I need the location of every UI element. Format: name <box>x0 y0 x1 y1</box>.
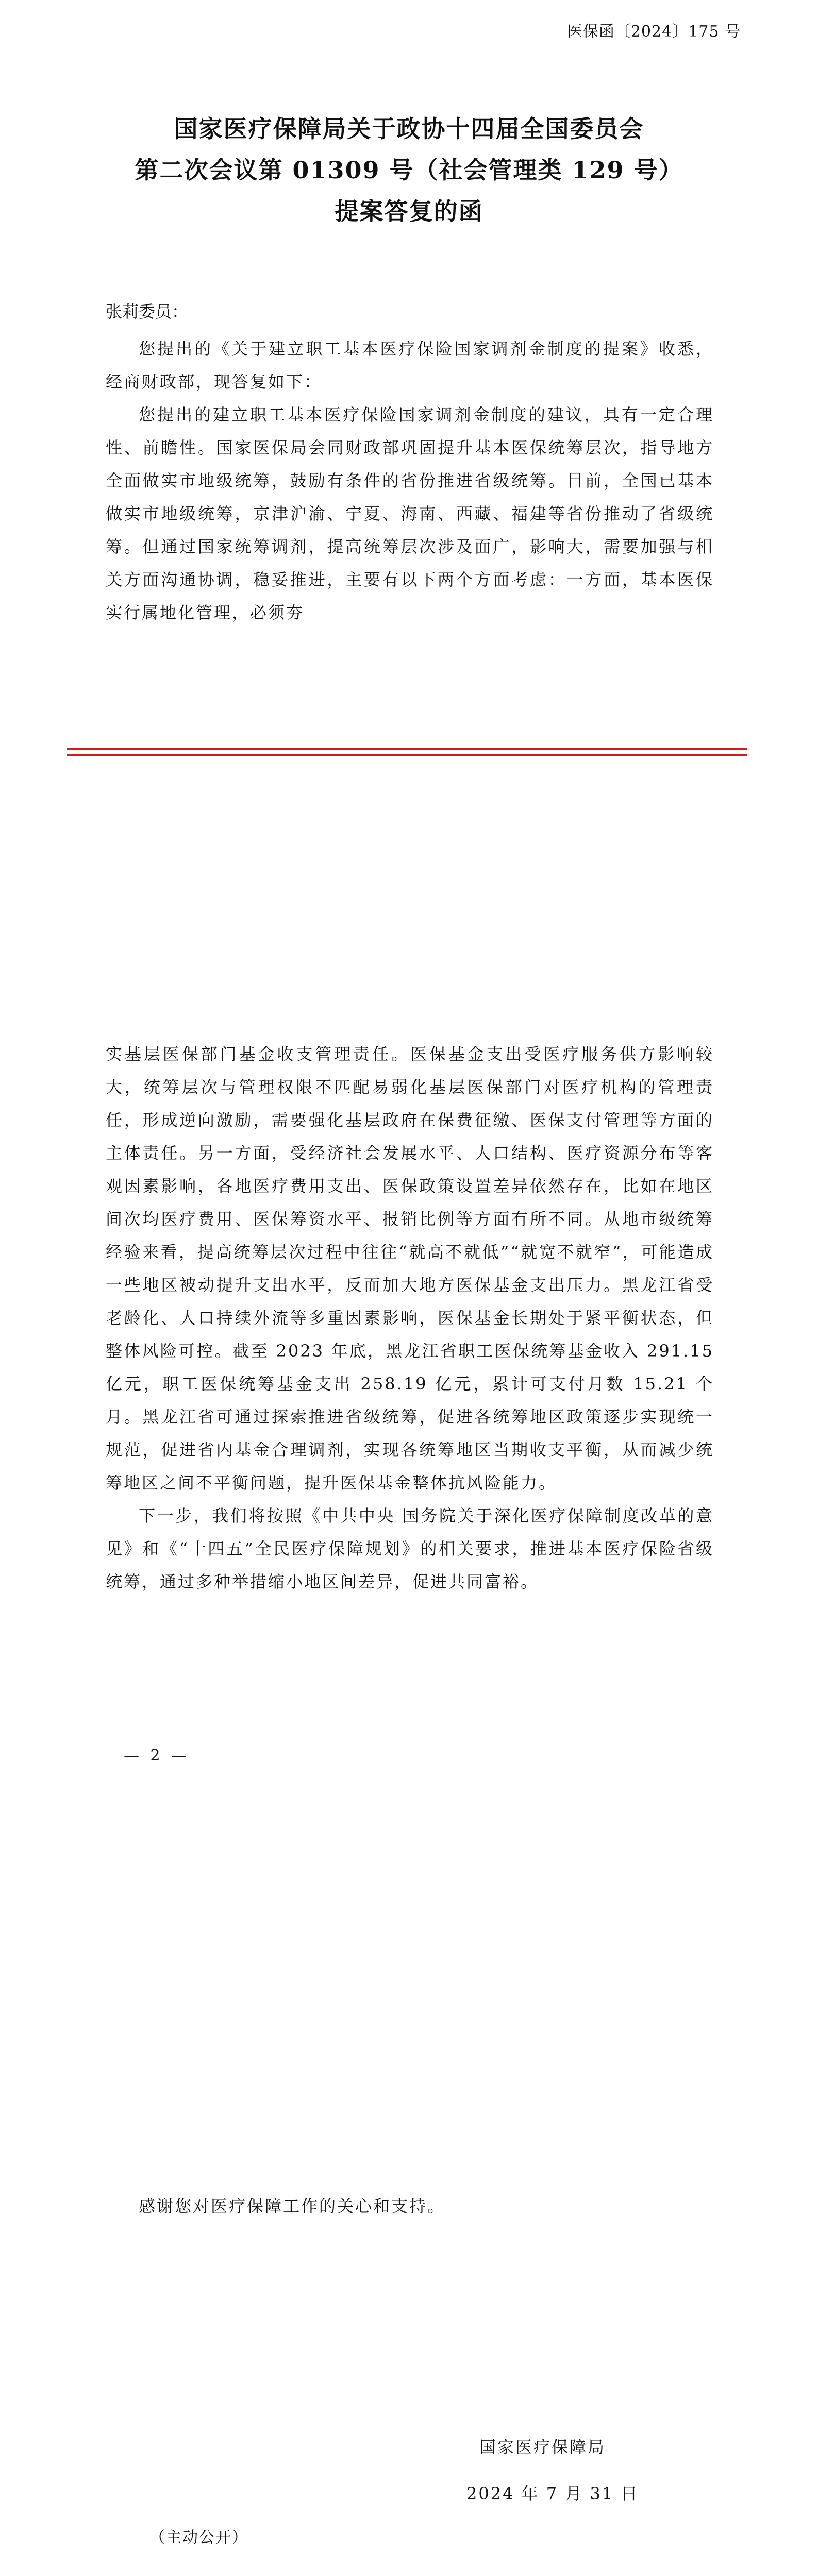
letter-title <box>0 108 818 232</box>
page-2-body <box>106 1038 714 1598</box>
red-divider-bottom <box>67 754 747 756</box>
page-number-2: — 2 — <box>124 1747 190 1765</box>
title-line-1: 国家医疗保障局关于政协十四届全国委员会 <box>174 115 644 143</box>
signing-authority: 国家医疗保障局 <box>479 2437 606 2457</box>
paragraph-next-steps: 下一步，我们将按照《中共中央 国务院关于深化医疗保障制度改革的意见》和《“十四五”全民医疗保障规划》的相关要求，推进基本医疗保险省级统筹，通过多种举措缩小地区间差异，促进共同富裕。 <box>106 1506 714 1591</box>
salutation: 张莉委员： <box>106 302 189 321</box>
paragraph-response-part-1: 您提出的建立职工基本医疗保险国家调剂金制度的建议，具有一定合理性、前瞻性。国家医保局会同财政部巩固提升基本医保统筹层次，指导地方全面做实市地级统筹，鼓励有条件的省份推进省级统筹。目前，全国已基本做实市地级统筹，京津沪渝、宁夏、海南、西藏、福建等省份推动了省级统筹。但通过国家统筹调剂，提高统筹层次涉及面广，影响大，需要加强与相关方面沟通协调，稳妥推进，主要有以下两个方面考虑：一方面，基本医保实行属地化管理，必须夯 <box>106 405 714 622</box>
paragraph-response-part-2: 实基层医保部门基金收支管理责任。医保基金支出受医疗服务供方影响较大，统筹层次与管理权限不匹配易弱化基层医保部门对医疗机构的管理责任，形成逆向激励，需要强化基层政府在保费征缴、医保支付管理等方面的主体责任。另一方面，受经济社会发展水平、人口结构、医疗资源分布等客观因素影响，各地医疗费用支出、医保政策设置差异依然存在，比如在地区间次均医疗费用、医保筹资水平、报销比例等方面有所不同。从地市级统筹经验来看，提高统筹层次过程中往往“就高不就低”“就宽不就窄”，可能造成一些地区被动提升支出水平，反而加大地方医保基金支出压力。黑龙江省受老龄化、人口持续外流等多重因素影响，医保基金长期处于紧平衡状态，但整体风险可控。截至 2023 年底，黑龙江省职工医保统筹基金收入 291.15 亿元，职工医保统筹基金支出 258.19 亿元，累计可支付月数 15.21 个月。黑龙江省可通过探索推进省级统筹，促进各统筹地区政策逐步实现统一规范，促进省内基金合理调剂，实现各统筹地区当期收支平衡，从而减少统筹地区之间不平衡问题，提升医保基金整体抗风险能力。 <box>106 1044 714 1493</box>
document-number: 医保函〔2024〕175 号 <box>566 23 741 41</box>
closing-thanks: 感谢您对医疗保障工作的关心和支持。 <box>139 2196 446 2216</box>
title-line-2: 第二次会议第 01309 号（社会管理类 129 号） <box>135 156 683 184</box>
paragraph-acknowledgement: 您提出的《关于建立职工基本医疗保险国家调剂金制度的提案》收悉，经商财政部，现答复如下： <box>106 339 714 392</box>
red-divider-top <box>67 748 747 750</box>
title-line-3: 提案答复的函 <box>335 197 483 225</box>
page-1-body <box>106 332 714 629</box>
disclosure-note: （主动公开） <box>149 2529 248 2547</box>
signing-date: 2024 年 7 月 31 日 <box>466 2484 639 2503</box>
